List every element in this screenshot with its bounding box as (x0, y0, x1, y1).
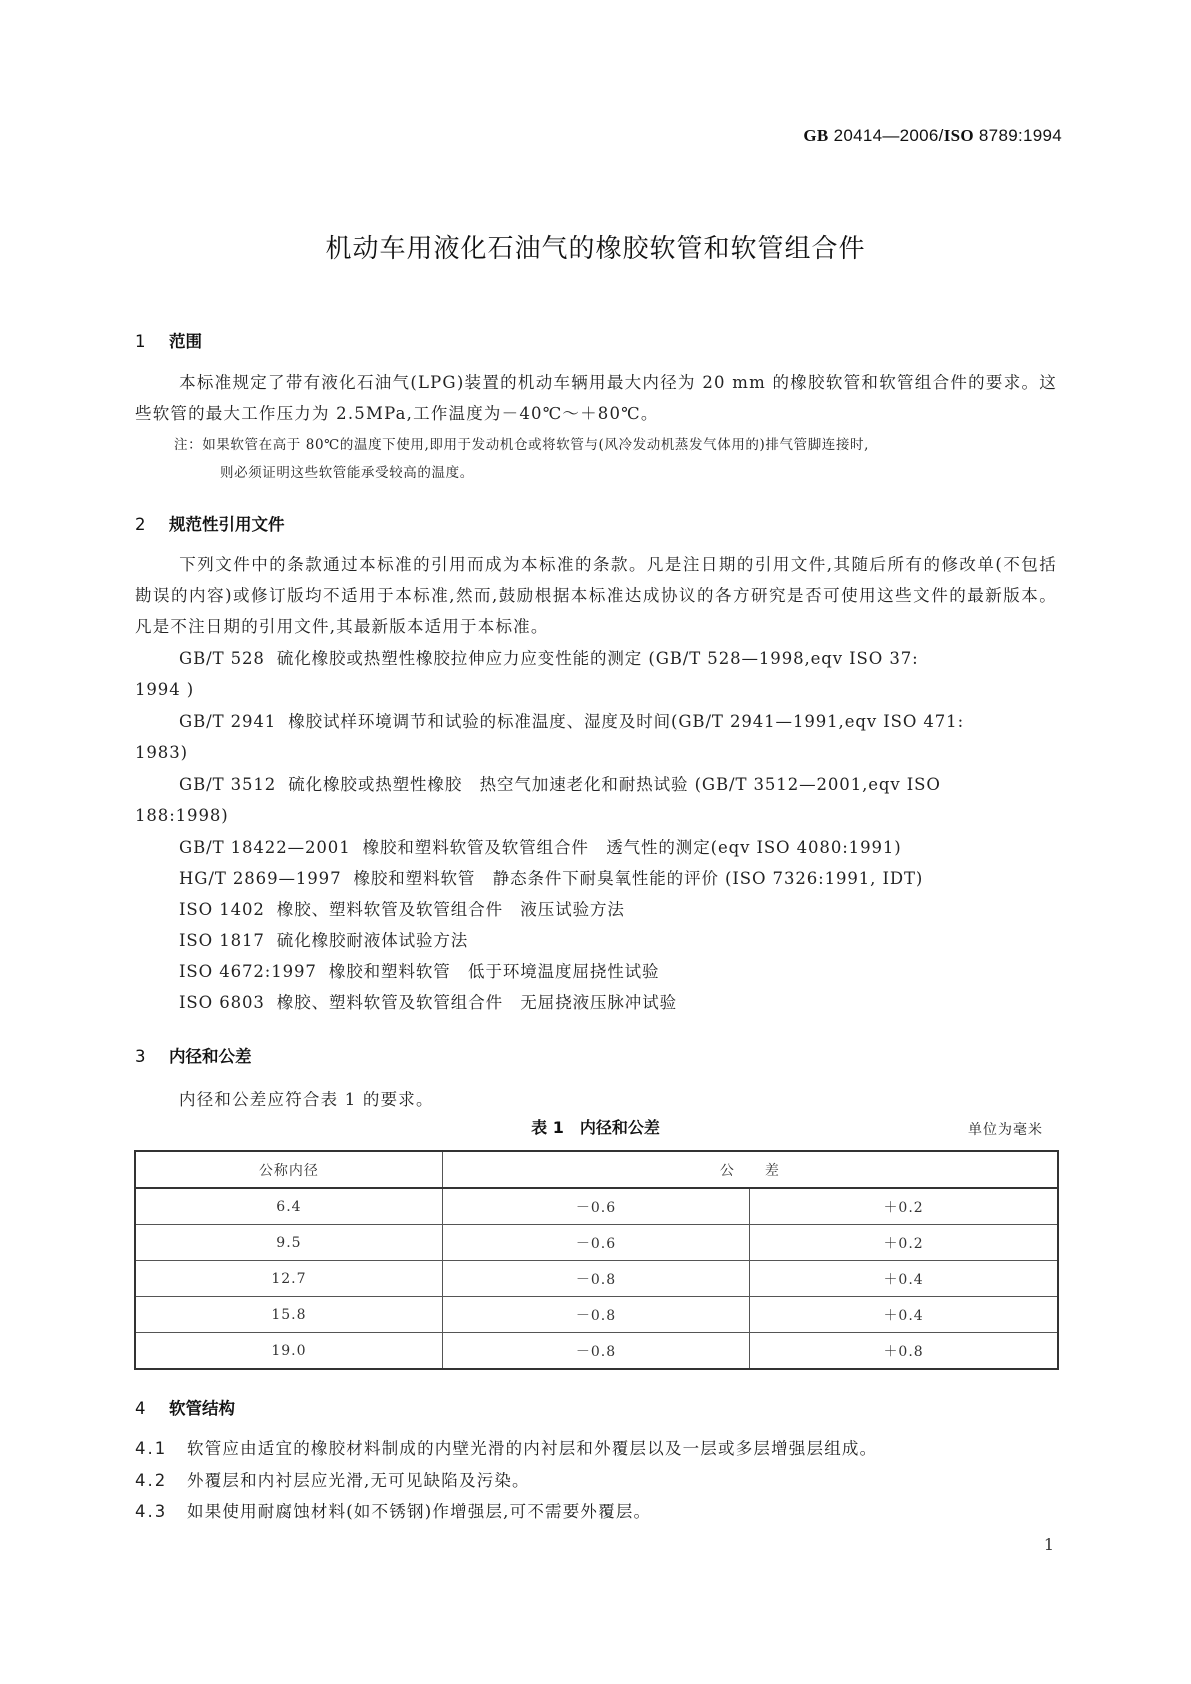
nominal-diameter-cell: 12.7 (135, 1261, 442, 1297)
section-1-heading (135, 328, 202, 352)
reference-code: ISO 4672:1997 (179, 962, 317, 981)
section-2-heading (135, 511, 285, 535)
std-gb-number: 20414—2006/ (828, 126, 944, 145)
reference-item-continuation: 1994 ) (135, 680, 195, 699)
upper-tolerance-cell: ＋0.4 (750, 1297, 1058, 1333)
paragraph-text: 本标准规定了带有液化石油气(LPG)装置的机动车辆用最大内径为 20 mm 的橡胶软管和软管组合件的要求。这些软管的最大工作压力为 2.5MPa,工作温度为－40℃～＋80℃。 (135, 373, 1057, 423)
reference-item (135, 956, 1057, 987)
reference-item-continuation: 188:1998) (135, 806, 229, 825)
header-tolerance: 公 差 (442, 1151, 1058, 1188)
table-row (135, 1261, 1058, 1297)
document-title: 机动车用液化石油气的橡胶软管和软管组合件 (325, 234, 866, 264)
section-2-paragraph (135, 549, 1057, 642)
reference-code: ISO 1402 (179, 900, 265, 919)
upper-tolerance-cell: ＋0.8 (750, 1333, 1058, 1370)
subclause-number: 4.3 (135, 1502, 168, 1521)
lower-tolerance-cell: －0.6 (442, 1225, 749, 1261)
section-title: 内径和公差 (169, 1047, 252, 1066)
note-line-1: 注：如果软管在高于 80℃的温度下使用,即用于发动机仓或将软管与(风冷发动机蒸发气体用的)排气管脚连接时, (174, 437, 869, 453)
reference-code: GB/T 528 (179, 649, 265, 668)
reference-code: ISO 1817 (179, 931, 265, 950)
reference-title: 硫化橡胶或热塑性橡胶 热空气加速老化和耐热试验 (GB/T 3512—2001,eqv ISO (288, 775, 941, 794)
reference-title: 橡胶试样环境调节和试验的标准温度、湿度及时间(GB/T 2941—1991,eqv ISO 471: (288, 712, 965, 731)
reference-item (135, 925, 1057, 956)
subclause-text: 软管应由适宜的橡胶材料制成的内壁光滑的内衬层和外覆层以及一层或多层增强层组成。 (187, 1439, 878, 1458)
lower-tolerance-cell: －0.6 (442, 1188, 749, 1225)
reference-item (135, 863, 1057, 894)
section-title: 范围 (169, 332, 202, 351)
reference-title: 橡胶和塑料软管 静态条件下耐臭氧性能的评价 (ISO 7326:1991, IDT) (353, 869, 924, 888)
table-caption: 表 1 内径和公差 (531, 1118, 660, 1137)
upper-tolerance-cell: ＋0.2 (750, 1188, 1058, 1225)
section-title: 软管结构 (169, 1399, 235, 1418)
table-row (135, 1225, 1058, 1261)
std-iso-prefix: ISO (943, 126, 974, 145)
nominal-diameter-cell: 9.5 (135, 1225, 442, 1261)
reference-item (135, 643, 1057, 674)
reference-title: 橡胶、塑料软管及软管组合件 无屈挠液压脉冲试验 (276, 993, 677, 1012)
nominal-diameter-cell: 19.0 (135, 1333, 442, 1370)
standard-number (803, 126, 1062, 146)
subclause-text: 外覆层和内衬层应光滑,无可见缺陷及污染。 (187, 1471, 530, 1490)
reference-title: 硫化橡胶耐液体试验方法 (276, 931, 469, 950)
section-3-heading (135, 1043, 252, 1067)
table-header-row (135, 1151, 1058, 1188)
tolerance-table (134, 1150, 1059, 1370)
section-1-paragraph (135, 367, 1057, 429)
lower-tolerance-cell: －0.8 (442, 1261, 749, 1297)
note-line-2: 则必须证明这些软管能承受较高的温度。 (220, 465, 474, 481)
section-title: 规范性引用文件 (169, 515, 285, 534)
reference-title: 橡胶、塑料软管及软管组合件 液压试验方法 (276, 900, 625, 919)
section-number: 4 (135, 1399, 146, 1418)
upper-tolerance-cell: ＋0.4 (750, 1261, 1058, 1297)
lower-tolerance-cell: －0.8 (442, 1333, 749, 1370)
reference-code: GB/T 3512 (179, 775, 277, 794)
section-1-note (174, 431, 1058, 487)
table-row (135, 1188, 1058, 1225)
paragraph-text: 下列文件中的条款通过本标准的引用而成为本标准的条款。凡是注日期的引用文件,其随后所有的修改单(不包括勘误的内容)或修订版均不适用于本标准,然而,鼓励根据本标准达成协议的各方研究是否可使用这些文件的最新版本。凡是不注日期的引用文件,其最新版本适用于本标准。 (135, 555, 1057, 636)
reference-item (135, 832, 1057, 863)
reference-code: ISO 6803 (179, 993, 265, 1012)
subclause-4-3 (135, 1496, 651, 1527)
nominal-diameter-cell: 15.8 (135, 1297, 442, 1333)
subclause-4-1 (135, 1433, 877, 1464)
section-3-paragraph (135, 1084, 1057, 1115)
section-4-heading (135, 1395, 235, 1419)
subclause-text: 如果使用耐腐蚀材料(如不锈钢)作增强层,可不需要外覆层。 (187, 1502, 652, 1521)
table-row (135, 1333, 1058, 1370)
reference-title: 硫化橡胶或热塑性橡胶拉伸应力应变性能的测定 (GB/T 528—1998,eqv ISO 37: (276, 649, 919, 668)
header-nominal-diameter: 公称内径 (135, 1151, 442, 1188)
paragraph-text: 内径和公差应符合表 1 的要求。 (179, 1090, 434, 1109)
lower-tolerance-cell: －0.8 (442, 1297, 749, 1333)
std-gb-prefix: GB (803, 126, 829, 145)
reference-item (135, 987, 1057, 1018)
reference-code: HG/T 2869—1997 (179, 869, 342, 888)
page-number: 1 (1043, 1535, 1054, 1554)
reference-item (135, 894, 1057, 925)
subclause-4-2 (135, 1465, 530, 1496)
reference-title: 橡胶和塑料软管 低于环境温度屈挠性试验 (328, 962, 660, 981)
reference-code: GB/T 2941 (179, 712, 277, 731)
reference-code: GB/T 18422—2001 (179, 838, 351, 857)
section-number: 3 (135, 1047, 146, 1066)
reference-title: 橡胶和塑料软管及软管组合件 透气性的测定(eqv ISO 4080:1991) (362, 838, 902, 857)
section-number: 2 (135, 515, 146, 534)
subclause-number: 4.1 (135, 1439, 168, 1458)
std-iso-number: 8789:1994 (973, 126, 1062, 145)
reference-item-continuation: 1983) (135, 743, 188, 762)
upper-tolerance-cell: ＋0.2 (750, 1225, 1058, 1261)
table-row (135, 1297, 1058, 1333)
table-unit: 单位为毫米 (968, 1122, 1043, 1138)
subclause-number: 4.2 (135, 1471, 168, 1490)
reference-item (135, 706, 1057, 737)
reference-item (135, 769, 1057, 800)
section-number: 1 (135, 332, 146, 351)
nominal-diameter-cell: 6.4 (135, 1188, 442, 1225)
